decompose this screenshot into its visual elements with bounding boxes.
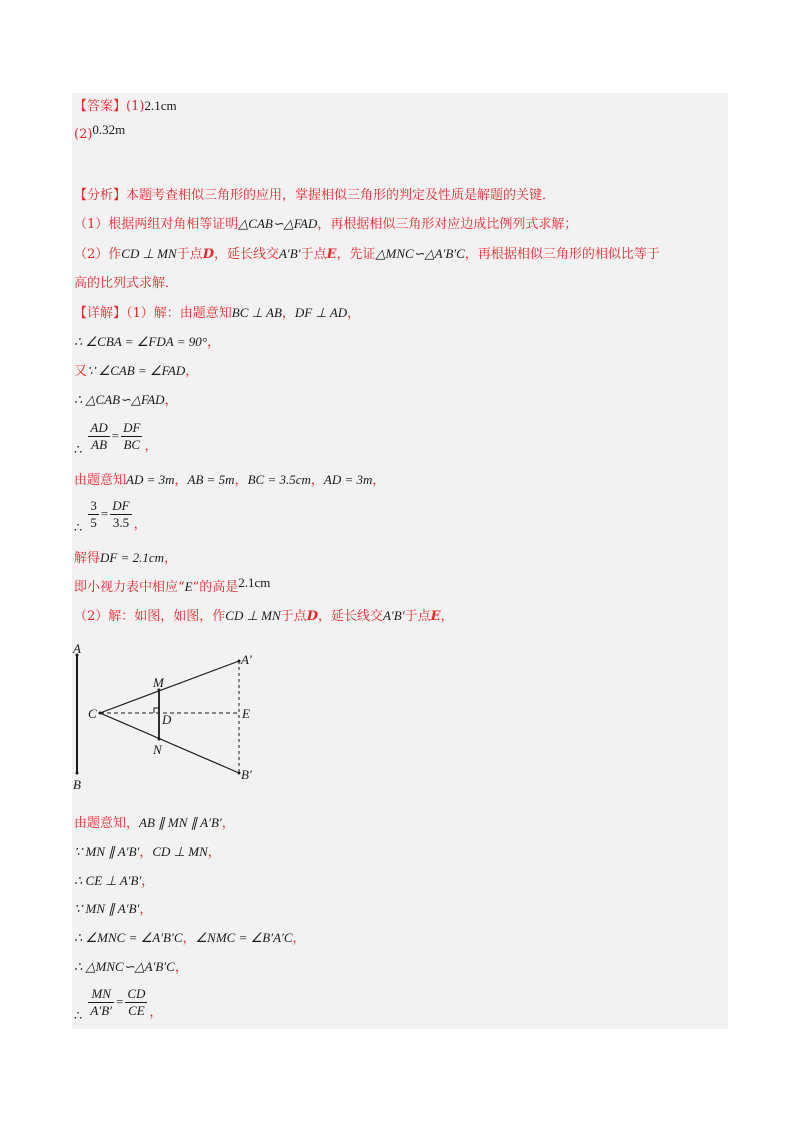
analysis-p2-text-4: ，先证 bbox=[336, 247, 376, 262]
fraction-denominator: 5 bbox=[90, 515, 97, 530]
fraction-df-3-5 bbox=[110, 498, 131, 531]
proof-line-4 bbox=[74, 899, 152, 920]
comma: ， bbox=[185, 364, 199, 379]
point-b bbox=[76, 772, 79, 775]
comma: ， bbox=[310, 473, 324, 488]
proof-p1-math: AB ∥ MN ∥ A′B′ bbox=[139, 815, 222, 830]
detail-l10-point-d: D bbox=[306, 609, 318, 624]
detail-line-10 bbox=[74, 606, 454, 627]
fraction-mn-a-prime-b-prime bbox=[88, 986, 114, 1019]
analysis-p2-math-1: CD ⊥ MN bbox=[121, 246, 177, 261]
detail-line-4 bbox=[74, 390, 178, 411]
point-c bbox=[99, 712, 102, 715]
equals-sign: = bbox=[100, 506, 109, 521]
detail-line-8 bbox=[74, 548, 177, 569]
comma: ， bbox=[139, 845, 153, 860]
point-n bbox=[158, 738, 161, 741]
answer-label: 【答案】 bbox=[74, 99, 127, 114]
detail-l9-pre: 即小视力表中相应“ bbox=[74, 580, 185, 595]
label-b: B bbox=[73, 777, 81, 792]
detail-l10-point-e: E bbox=[430, 609, 441, 624]
proof-line-3 bbox=[74, 871, 154, 892]
answer-part-2-value: 0.32m bbox=[92, 122, 126, 137]
detail-label: 【详解】 bbox=[74, 306, 127, 321]
fraction-cd-ce bbox=[125, 986, 147, 1019]
label-a: A bbox=[73, 641, 81, 656]
detail-l10-math-1: CD ⊥ MN bbox=[225, 608, 281, 623]
detail-line-2 bbox=[74, 332, 220, 353]
detail-l6-b: AB = 5m bbox=[187, 472, 235, 487]
fraction-numerator: DF bbox=[123, 420, 141, 435]
proof-p2-math-2: CD ⊥ MN bbox=[152, 844, 208, 859]
comma: ， bbox=[164, 393, 178, 408]
comma: ， bbox=[141, 874, 155, 889]
proof-line-1 bbox=[74, 813, 235, 834]
answer-line-1 bbox=[74, 96, 177, 117]
detail-line-1 bbox=[74, 303, 360, 324]
therefore-symbol: ∴ bbox=[74, 520, 83, 535]
proof-line-7 bbox=[74, 986, 162, 1024]
answer-part-2-num: (2) bbox=[74, 127, 93, 142]
analysis-p2-text-1: 于点 bbox=[176, 247, 203, 262]
comma: ， bbox=[206, 335, 220, 350]
fraction-numerator: 3 bbox=[90, 498, 97, 513]
comma: ， bbox=[149, 1005, 163, 1020]
fraction-denominator: A′B′ bbox=[90, 1003, 112, 1018]
comma: ， bbox=[164, 551, 178, 566]
segment-ca-prime bbox=[100, 661, 239, 713]
detail-line-5 bbox=[74, 420, 157, 458]
detail-l9-value: 2.1cm bbox=[238, 575, 271, 590]
comma: ， bbox=[372, 473, 386, 488]
proof-p1-pre: 由题意知， bbox=[74, 816, 140, 831]
detail-l6-a: AD = 3m bbox=[126, 472, 175, 487]
analysis-p1-pre: （1）根据两组对角相等证明 bbox=[74, 217, 239, 232]
detail-l6-pre: 由题意知 bbox=[74, 473, 127, 488]
proof-line-6 bbox=[74, 957, 188, 978]
answer-part-1-value: 2.1cm bbox=[144, 98, 177, 113]
analysis-p1-math: △CAB∽△FAD bbox=[238, 216, 318, 231]
fraction-denominator: CE bbox=[128, 1003, 145, 1018]
fraction-3-5 bbox=[88, 498, 99, 531]
comma: ， bbox=[207, 845, 221, 860]
analysis-p1-post: ，再根据相似三角形对应边成比例列式求解； bbox=[317, 217, 578, 232]
answer-line-2 bbox=[74, 124, 125, 145]
fraction-numerator: CD bbox=[127, 986, 146, 1001]
geometry-figure bbox=[60, 640, 280, 800]
fraction-denominator: AB bbox=[91, 437, 108, 452]
label-c: C bbox=[88, 706, 97, 721]
analysis-p2-point-e: E bbox=[326, 247, 337, 262]
fraction-denominator: 3.5 bbox=[112, 515, 130, 530]
detail-l9-mid: ”的高是 bbox=[192, 580, 239, 595]
comma: ， bbox=[292, 931, 306, 946]
detail-l2-math: ∴ ∠CBA = ∠FDA = 90° bbox=[74, 334, 207, 349]
label-n: N bbox=[153, 742, 162, 757]
label-a-prime: A′ bbox=[241, 652, 252, 667]
detail-line-3 bbox=[74, 361, 198, 382]
comma: ， bbox=[221, 816, 235, 831]
detail-l8-pre: 解得 bbox=[74, 551, 101, 566]
fraction-denominator: BC bbox=[123, 437, 141, 452]
fraction-numerator: DF bbox=[112, 498, 130, 513]
analysis-p2-pre: （2）作 bbox=[74, 247, 122, 262]
analysis-p2-point-d: D bbox=[202, 247, 214, 262]
comma: ， bbox=[144, 439, 158, 454]
answer-part-1-num: (1) bbox=[126, 99, 145, 114]
analysis-p2-text-5: ，再根据相似三角形的相似比等于 bbox=[464, 247, 660, 262]
detail-l1-math-2: DF ⊥ AD bbox=[294, 305, 348, 320]
proof-line-5 bbox=[74, 928, 306, 949]
detail-l4-math: ∴ △CAB∽△FAD bbox=[74, 392, 165, 407]
comma: ， bbox=[234, 473, 248, 488]
proof-p6-math: ∴ △MNC∽△A′B′C bbox=[74, 959, 175, 974]
comma: ， bbox=[174, 473, 188, 488]
detail-l1-comma: ， bbox=[281, 306, 295, 321]
comma: ， bbox=[182, 931, 196, 946]
proof-p5-math-2: ∠NMC = ∠B′A′C bbox=[195, 930, 293, 945]
label-d: D bbox=[162, 712, 172, 727]
proof-p5-math-1: ∴ ∠MNC = ∠A′B′C bbox=[74, 930, 183, 945]
therefore-symbol: ∴ bbox=[74, 442, 83, 457]
analysis-line-2 bbox=[74, 214, 577, 235]
detail-l1-pre: （1）解：由题意知 bbox=[126, 306, 232, 321]
proof-p4-math: ∵ MN ∥ A′B′ bbox=[74, 901, 140, 916]
proof-line-2 bbox=[74, 842, 221, 863]
detail-l1-math-1: BC ⊥ AB bbox=[231, 305, 282, 320]
comma: ， bbox=[174, 960, 188, 975]
analysis-line-3 bbox=[74, 244, 660, 265]
equals-sign: = bbox=[111, 428, 120, 443]
label-e: E bbox=[242, 706, 250, 721]
detail-l3-math: ∵ ∠CAB = ∠FAD bbox=[87, 363, 186, 378]
detail-l10-text-1: 于点 bbox=[280, 609, 307, 624]
fraction-numerator: MN bbox=[88, 986, 114, 1003]
fraction-df-bc bbox=[121, 420, 142, 453]
analysis-p2-math-2: A′B′ bbox=[278, 246, 301, 261]
detail-l9-e: E bbox=[184, 579, 193, 594]
label-b-prime: B′ bbox=[241, 767, 252, 782]
detail-line-9 bbox=[74, 577, 270, 598]
analysis-label: 【分析】 bbox=[74, 188, 127, 203]
fraction-numerator: AD bbox=[90, 420, 108, 435]
analysis-p2-text-3: 于点 bbox=[300, 247, 327, 262]
comma: ， bbox=[139, 902, 153, 917]
equals-sign: = bbox=[116, 994, 124, 1009]
detail-line-7 bbox=[74, 498, 147, 536]
label-m: M bbox=[153, 675, 164, 690]
therefore-symbol: ∴ bbox=[74, 1008, 83, 1023]
detail-l1-end: ， bbox=[347, 306, 361, 321]
analysis-line-4 bbox=[74, 274, 178, 294]
analysis-line-1 bbox=[74, 186, 555, 206]
detail-l8-math: DF = 2.1cm bbox=[100, 550, 165, 565]
detail-l3-pre: 又 bbox=[74, 364, 88, 379]
detail-l6-d: AD = 3m bbox=[323, 472, 373, 487]
fraction-ad-ab bbox=[88, 420, 109, 453]
comma: ， bbox=[133, 517, 147, 532]
proof-p3-math: ∴ CE ⊥ A′B′ bbox=[74, 873, 142, 888]
detail-l10-pre: （2）解：如图，如图，作 bbox=[74, 609, 226, 624]
analysis-p2-text-2: ，延长线交 bbox=[213, 247, 279, 262]
proof-p2-math-1: ∵ MN ∥ A′B′ bbox=[74, 844, 140, 859]
detail-l10-text-2: ，延长线交 bbox=[317, 609, 383, 624]
detail-l10-math-2: A′B′ bbox=[382, 608, 405, 623]
analysis-p2-math-3: △MNC∽△A′B′C bbox=[375, 246, 465, 261]
analysis-p2-continued: 高的比列式求解． bbox=[74, 276, 179, 291]
analysis-text: 本题考查相似三角形的应用，掌握相似三角形的判定及性质是解题的关键． bbox=[126, 188, 556, 203]
detail-l10-text-3: 于点 bbox=[404, 609, 431, 624]
detail-l6-c: BC = 3.5cm bbox=[247, 472, 311, 487]
detail-l10-end: ， bbox=[440, 609, 454, 624]
detail-line-6 bbox=[74, 470, 385, 491]
